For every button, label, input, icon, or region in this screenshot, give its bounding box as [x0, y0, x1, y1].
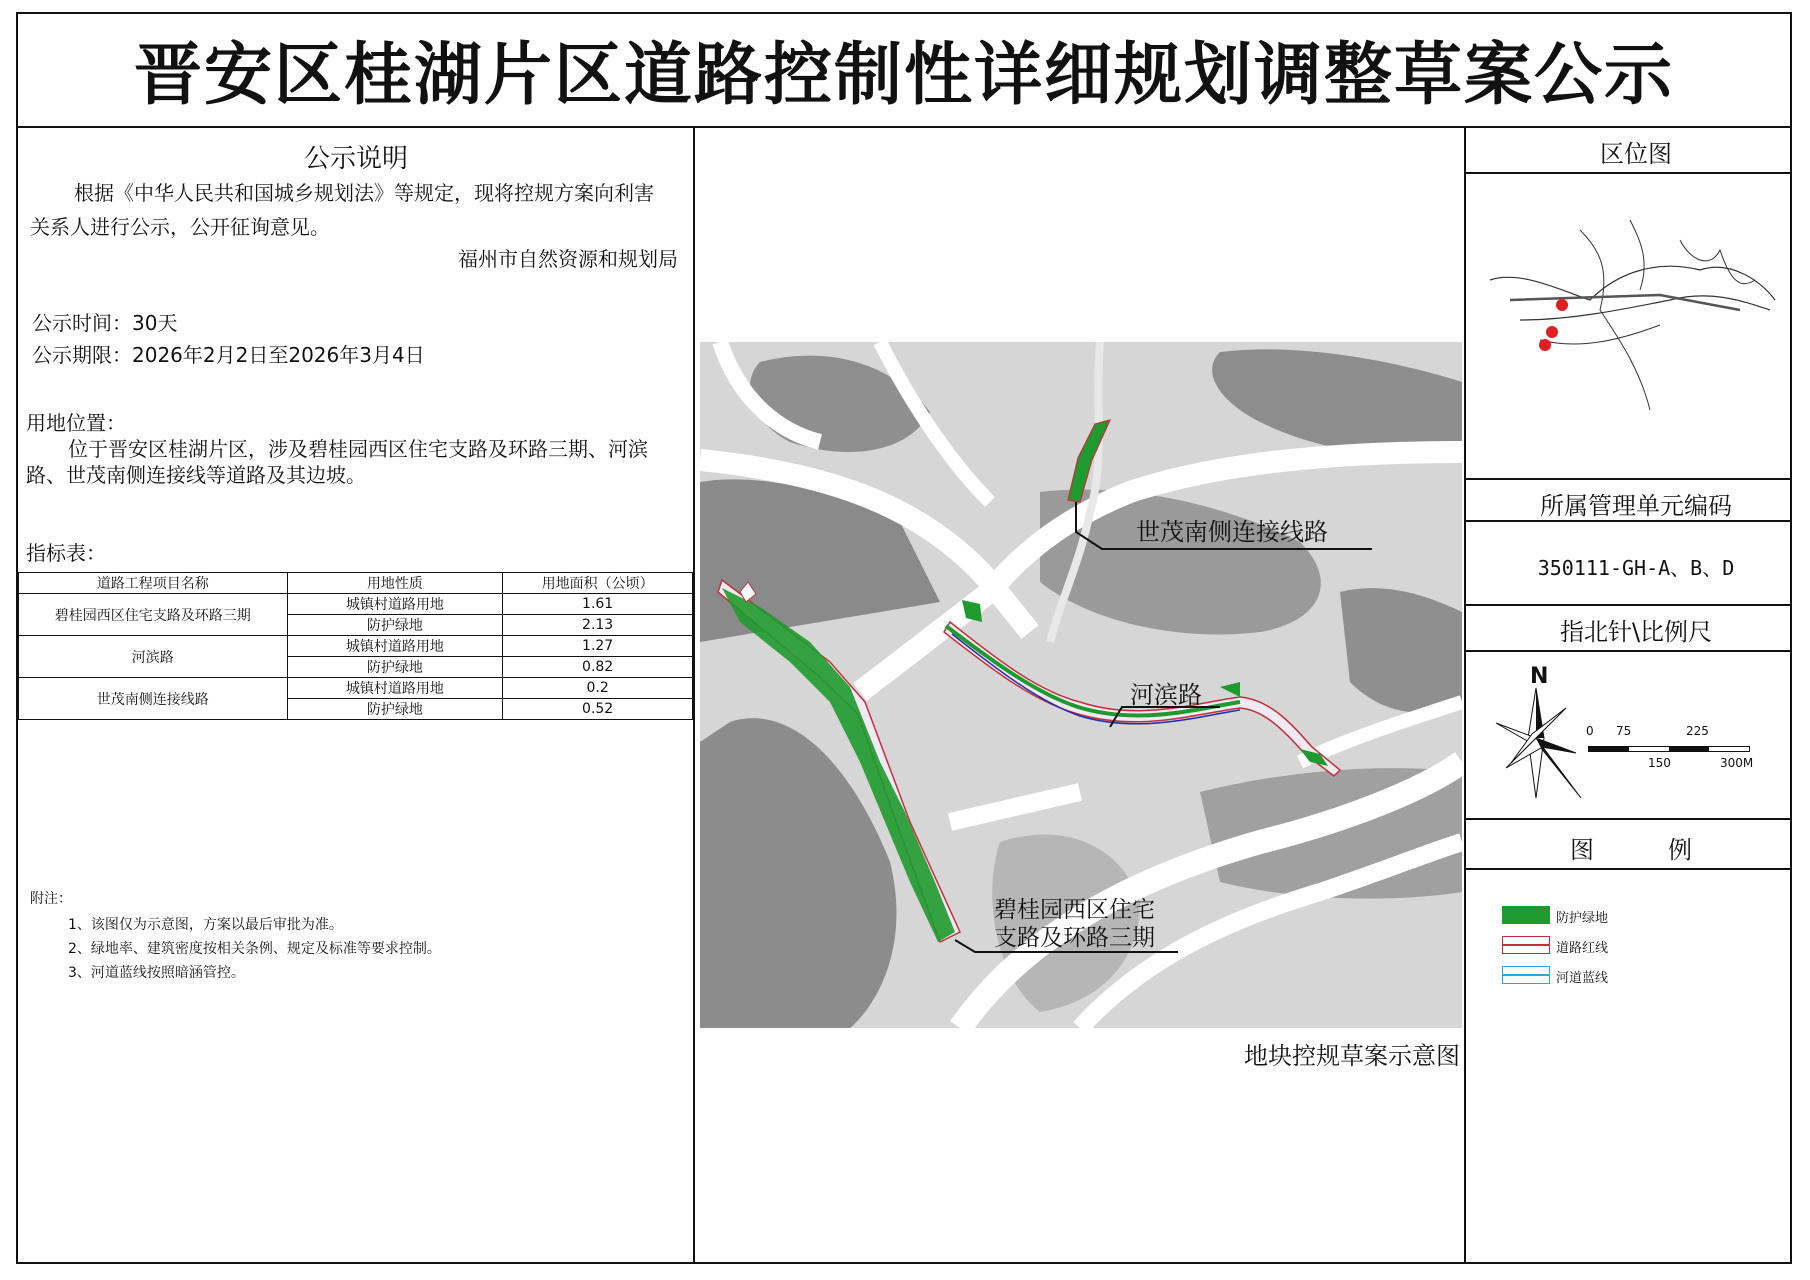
unit-code: 350111-GH-A、B、D — [1537, 556, 1735, 580]
location-line2: 路、世茂南侧连接线等道路及其边坡。 — [26, 463, 366, 487]
map-label-biguiyuan-2: 支路及环路三期 — [994, 925, 1155, 951]
divider-right — [1464, 128, 1466, 1264]
notice-heading: 公示说明 — [303, 144, 408, 174]
sidebar-divider — [1465, 868, 1792, 870]
notice-period: 公示期限：2026年2月2日至2026年3月4日 — [32, 343, 425, 367]
location-heading: 用地位置： — [26, 411, 126, 435]
land-type-cell: 城镇村道路用地 — [287, 594, 503, 615]
legend-title-right: 例 — [1668, 836, 1692, 864]
north-arrow-icon — [1486, 668, 1596, 808]
page-title: 晋安区桂湖片区道路控制性详细规划调整草案公示 — [133, 35, 1674, 115]
divider-left — [693, 128, 695, 1264]
locmap-road — [1510, 295, 1740, 310]
map-label-shimao: 世茂南侧连接线路 — [1136, 518, 1328, 546]
map-label-biguiyuan-1: 碧桂园西区住宅 — [994, 897, 1155, 923]
location-marker — [1539, 339, 1551, 351]
location-line1: 位于晋安区桂湖片区，涉及碧桂园西区住宅支路及环路三期、河滨 — [68, 437, 648, 461]
sidebar-divider — [1465, 478, 1792, 480]
land-type-cell: 防护绿地 — [287, 615, 503, 636]
index-heading: 指标表： — [26, 541, 106, 565]
location-marker — [1556, 299, 1568, 311]
map-caption: 地块控规草案示意图 — [1244, 1042, 1460, 1070]
road — [950, 792, 1080, 822]
scale-bar — [1588, 746, 1750, 752]
scale-label: 150 — [1648, 756, 1671, 770]
area-cell: 1.27 — [503, 636, 693, 657]
scale-label: 300M — [1720, 756, 1754, 770]
table-row — [19, 594, 693, 615]
legend-label: 河道蓝线 — [1556, 971, 1609, 986]
note-item: 1、该图仅为示意图，方案以最后审批为准。 — [68, 917, 343, 933]
map-label-hebin: 河滨路 — [1130, 681, 1202, 709]
header-cell: 用地性质 — [287, 573, 503, 594]
notes-heading: 附注： — [30, 891, 72, 907]
land-type-cell: 防护绿地 — [287, 699, 503, 720]
north-label: N — [1530, 664, 1549, 689]
terrain-patch — [1340, 588, 1462, 712]
locmap-line — [1540, 325, 1660, 344]
project-name-cell: 碧桂园西区住宅支路及环路三期 — [19, 594, 288, 636]
sidebar-divider — [1465, 818, 1792, 820]
legend-label: 道路红线 — [1556, 941, 1609, 956]
area-cell: 1.61 — [503, 594, 693, 615]
sidebar-divider — [1465, 520, 1792, 522]
land-type-cell: 防护绿地 — [287, 657, 503, 678]
location-map-title: 区位图 — [1600, 140, 1672, 168]
legend-swatch-green — [1502, 906, 1550, 924]
plan-map — [700, 342, 1462, 1028]
note-item: 3、河道蓝线按照暗涵管控。 — [68, 965, 245, 981]
location-marker — [1546, 326, 1558, 338]
location-map — [1480, 210, 1780, 435]
area-cell: 0.52 — [503, 699, 693, 720]
legend-swatch-blue — [1502, 966, 1550, 984]
legend-label: 防护绿地 — [1556, 911, 1609, 926]
title-bar — [16, 12, 1792, 128]
sidebar-divider — [1465, 604, 1792, 606]
road — [1300, 702, 1462, 762]
sidebar-divider — [1465, 650, 1792, 652]
legend-swatch-red — [1502, 936, 1550, 954]
terrain-patch — [750, 356, 930, 452]
area-cell: 2.13 — [503, 615, 693, 636]
locmap-line — [1680, 240, 1755, 284]
land-type-cell: 城镇村道路用地 — [287, 678, 503, 699]
compass-title: 指北针\比例尺 — [1559, 618, 1713, 646]
project-name-cell: 河滨路 — [19, 636, 288, 678]
table-row — [19, 678, 693, 699]
sidebar-divider — [1465, 172, 1792, 174]
area-cell: 0.2 — [503, 678, 693, 699]
scale-label: 0 — [1586, 724, 1594, 738]
terrain-patch — [1212, 349, 1462, 455]
legend-title-left: 图 — [1570, 836, 1594, 864]
index-table — [18, 572, 693, 720]
scale-label: 75 — [1616, 724, 1632, 738]
land-type-cell: 城镇村道路用地 — [287, 636, 503, 657]
header-cell: 道路工程项目名称 — [19, 573, 288, 594]
index-table-header — [19, 573, 693, 594]
notice-body-line2: 关系人进行公示，公开征询意见。 — [30, 215, 330, 239]
notice-duration: 公示时间：30天 — [32, 311, 178, 335]
header-cell: 用地面积（公顷） — [503, 573, 693, 594]
notice-body-line1: 根据《中华人民共和国城乡规划法》等规定，现将控规方案向利害 — [74, 181, 654, 205]
project-name-cell: 世茂南侧连接线路 — [19, 678, 288, 720]
notice-issuer: 福州市自然资源和规划局 — [458, 247, 678, 271]
unit-code-title: 所属管理单元编码 — [1540, 492, 1732, 520]
area-cell: 0.82 — [503, 657, 693, 678]
locmap-line — [1630, 220, 1644, 290]
table-row — [19, 636, 693, 657]
green-buffer — [1220, 682, 1240, 697]
note-item: 2、绿地率、建筑密度按相关条例、规定及标准等要求控制。 — [68, 941, 441, 957]
scale-label: 225 — [1686, 724, 1709, 738]
locmap-line — [1580, 230, 1650, 410]
